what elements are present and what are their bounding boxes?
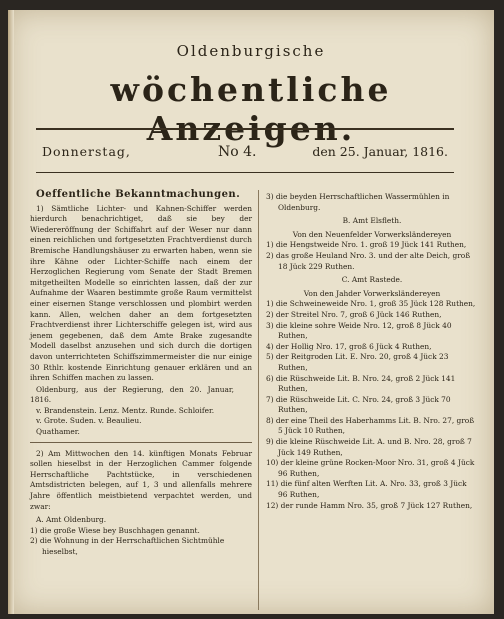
issue-date: den 25. Januar, 1816. xyxy=(312,144,448,159)
masthead-rule xyxy=(36,128,454,130)
signers-line-3: Quathamer. xyxy=(36,427,80,437)
district-a-continued xyxy=(266,192,478,213)
section-heading: Oeffentliche Bekanntmachungen. xyxy=(36,189,241,200)
list-item: 3) die beyden Herrschaftlichen Wassermühlen in Oldenburg. xyxy=(266,192,450,212)
list-item: 10) der kleine grüne Rocken-Moor Nro. 31, groß 4 Jück 96 Ruthen, xyxy=(266,458,475,478)
list-item: 12) der runde Hamm Nro. 35, groß 7 Jück 127 Ruthen, xyxy=(266,500,473,510)
district-c-subheading: Von den Jahder Vorwerksländereyen xyxy=(303,288,441,298)
district-a-items xyxy=(30,526,252,558)
list-item: 1) die große Wiese bey Buschhagen genannt. xyxy=(30,525,200,535)
district-heading-a: A. Amt Oldenburg. xyxy=(36,515,107,525)
announcement-1: 1) Sämtliche Lichter- und Kahnen-Schiffer werden hierdurch benachrichtiget, daß sie bey der Wiedereröffnung der Schiffahrt auf der Weser nur dann einen reichlichen und fortgesetzten Frachtverdienst durch Bremische Handlungshäuser zu erwarten haben, wenn sie ihre Kähne oder Lichter-Schiffe nach einem der Herzoglichen Regierung vom Senate der Stadt Bremen mitgetheilten Modelle so einrichten lassen, daß der zur Aufnahme der Waaren bestimmte große Raum vermittelst einer eisernen Stange verschlossen und plombirt werden kann. Allen, welchen daher an dem fortgesetzten Frachtverdienst ihrer Lichterschiffe gelegen ist, wird aus jenem gegebenen, daß dem Amte Brake zugesandte Modell daselbst anzusehen und sich durch die dortigen davon unterrichteten Schiffszimmermeister die nur einige 30 Rthlr. kostende Einrichtung genauer erklären und an ihren Schiffen machen zu lassen. xyxy=(30,203,252,383)
list-item: 2) der Streitel Nro. 7, groß 6 Jück 146 Ruthen, xyxy=(266,309,442,319)
issue-weekday: Donnerstag, xyxy=(42,144,131,159)
announcement-body xyxy=(30,204,252,526)
announcement-divider xyxy=(30,442,252,443)
list-item: 5) der Reitgroden Lit. E. Nro. 20, groß 4 Jück 23 Ruthen, xyxy=(266,352,449,372)
list-item: 9) die kleine Rüschweide Lit. A. und B. Nro. 28, groß 7 Jück 149 Ruthen, xyxy=(266,437,472,457)
district-b-items xyxy=(266,240,478,272)
left-column xyxy=(30,190,252,558)
signers-line-1: v. Brandenstein. Lenz. Mentz. Runde. Schloifer. xyxy=(36,405,215,415)
column-divider xyxy=(258,190,259,610)
list-item: 8) der eine Theil des Haberhamms Lit. B. Nro. 27, groß 5 Jück 10 Ruthen, xyxy=(266,415,475,436)
right-column xyxy=(266,192,478,511)
newspaper-page xyxy=(8,10,494,614)
list-item: 2) das große Heuland Nro. 3. und der alte Deich, groß 18 Jück 229 Ruthen. xyxy=(266,250,471,271)
dateline-rule xyxy=(36,172,454,173)
list-item: 1) die Hengstweide Nro. 1. groß 19 Jück 141 Ruthen, xyxy=(266,240,467,250)
issue-number: No 4. xyxy=(218,144,257,160)
announcement-2: 2) Am Mittwochen den 14. künftigen Monats Februar sollen hieselbst in der Herzoglichen Cammer folgende Herrschaftliche Pachtstücke, in verschiedenen Amtsdistricten belegen, auf 1, 3 und allenfalls mehrere Jahre öffentlich meistbietend verpachtet werden, und zwar: xyxy=(30,448,252,511)
list-item: 3) die kleine sohre Weide Nro. 12, groß 8 Jück 40 Ruthen, xyxy=(266,320,452,341)
masthead-title: wöchentliche Anzeigen. xyxy=(110,70,392,148)
list-item: 2) die Wohnung in der Herrschaftlichen Sichtmühle hieselbst, xyxy=(30,536,225,556)
signers-line-2: v. Grote. Suden. v. Beaulieu. xyxy=(36,416,142,426)
district-heading-c: C. Amt Rastede. xyxy=(341,275,403,285)
list-item: 6) die Rüschweide Lit. B. Nro. 24, groß 2 Jück 141 Ruthen, xyxy=(266,373,456,394)
list-item: 11) die fünf alten Werften Lit. A. Nro. 33, groß 3 Jück 96 Ruthen, xyxy=(266,479,467,500)
district-heading-b: B. Amt Elsfleth. xyxy=(342,216,402,226)
list-item: 4) der Hollig Nro. 17, groß 6 Jück 4 Ruthen, xyxy=(266,341,432,351)
list-item: 7) die Rüschweide Lit. C. Nro. 24, groß 3 Jück 70 Ruthen, xyxy=(266,394,451,415)
district-b-subheading: Von den Neuenfelder Vorwerksländereyen xyxy=(292,229,452,239)
masthead-subtitle: Oldenburgische xyxy=(176,42,326,60)
district-c-items xyxy=(266,299,478,511)
announcement-1-dateline: Oldenburg, aus der Regierung, den 20. Januar, 1816. xyxy=(30,384,234,405)
list-item: 1) die Schweineweide Nro. 1, groß 35 Jück 128 Ruthen, xyxy=(266,299,476,309)
